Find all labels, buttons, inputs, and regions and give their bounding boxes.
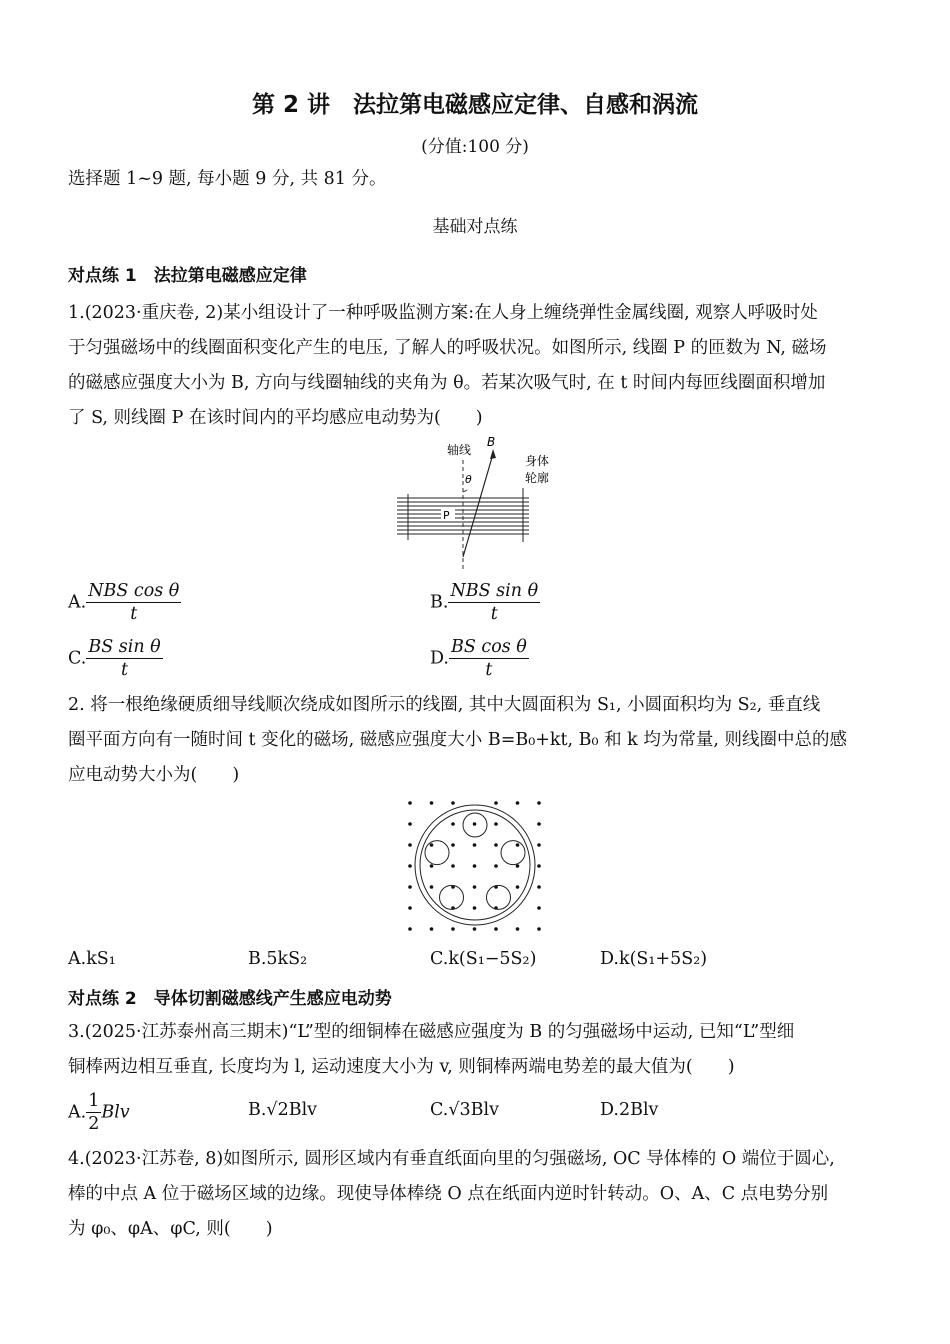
fig2-small-loops — [425, 813, 525, 909]
field-dot — [537, 801, 541, 805]
field-dot — [430, 885, 434, 889]
q1-option-a-den: t — [130, 604, 138, 624]
field-dot — [516, 864, 520, 868]
field-dot — [537, 822, 541, 826]
field-dot — [473, 822, 477, 826]
field-dot — [408, 906, 412, 910]
fig1-b-label: B — [487, 435, 496, 449]
q1-option-d-den: t — [485, 660, 493, 680]
q2-option-d[interactable]: D.k(S₁+5S₂) — [600, 949, 708, 969]
field-dot — [494, 822, 498, 826]
q3-option-c[interactable]: C.√3Blv — [430, 1100, 499, 1120]
score-note: (分值:100 分) — [421, 137, 529, 157]
field-dot — [408, 822, 412, 826]
q2-option-b[interactable]: B.5kS₂ — [248, 949, 308, 969]
fig1-b-arrow — [463, 454, 493, 557]
q3-option-b[interactable]: B.√2Blv — [248, 1100, 318, 1120]
q3-option-d[interactable]: D.2Blv — [600, 1100, 659, 1120]
q1-option-b-den: t — [490, 604, 498, 624]
q1-option-a[interactable] — [68, 580, 181, 625]
q2-line-2: 圈平面方向有一随时间 t 变化的磁场, 磁感应强度大小 B=B₀+kt, B₀ 和 k 均为常量, 则线圈中总的感 — [68, 730, 847, 750]
field-dot — [537, 843, 541, 847]
field-dot — [408, 843, 412, 847]
field-dot — [451, 927, 455, 931]
field-dot — [430, 864, 434, 868]
fig1-axis-label: 轴线 — [447, 443, 472, 457]
fig1-body-label-1: 身体 — [525, 454, 550, 468]
q2-option-a[interactable]: A.kS₁ — [68, 949, 116, 969]
q3-option-a-tail: Blv — [101, 1102, 130, 1123]
field-dot — [408, 864, 412, 868]
q2-line-3: 应电动势大小为( ) — [68, 765, 240, 785]
field-dot — [537, 927, 541, 931]
field-dot — [430, 801, 434, 805]
intro-text: 选择题 1~9 题, 每小题 9 分, 共 81 分。 — [68, 169, 387, 189]
field-dot — [430, 927, 434, 931]
basic-heading: 基础对点练 — [432, 217, 518, 237]
section-2-heading: 对点练 2 导体切割磁感线产生感应电动势 — [68, 989, 392, 1009]
field-dot — [408, 801, 412, 805]
fig1-b-arrowhead — [490, 449, 496, 459]
q4-line-2: 棒的中点 A 位于磁场区域的边缘。现使导体棒绕 O 点在纸面内逆时针转动。O、A、C 点电势分别 — [68, 1184, 829, 1204]
q3-line-1: 3.(2025·江苏泰州高三期末)“L”型的细铜棒在磁感应强度为 B 的匀强磁场中运动, 已知“L”型细 — [68, 1022, 795, 1042]
q1-option-c-num: BS sin θ — [88, 637, 161, 657]
q3-option-a-den: 2 — [88, 1114, 100, 1134]
field-dot — [516, 843, 520, 847]
field-dot — [494, 843, 498, 847]
fig1-p-label: P — [443, 509, 450, 522]
q3-line-2: 铜棒两边相互垂直, 长度均为 l, 运动速度大小为 v, 则铜棒两端电势差的最大值为( ) — [68, 1057, 735, 1077]
field-dot — [537, 906, 541, 910]
field-dot — [451, 843, 455, 847]
field-dot — [494, 864, 498, 868]
field-dot — [516, 801, 520, 805]
q1-line-3: 的磁感应强度大小为 B, 方向与线圈轴线的夹角为 θ。若某次吸气时, 在 t 时间内每匝线圈面积增加 — [68, 373, 826, 393]
q1-line-4: 了 S, 则线圈 P 在该时间内的平均感应电动势为( ) — [68, 408, 483, 428]
fig1-body-label-2: 轮廓 — [525, 471, 550, 485]
q1-option-d[interactable] — [430, 636, 529, 681]
field-dot — [408, 927, 412, 931]
q4-line-1: 4.(2023·江苏卷, 8)如图所示, 圆形区域内有垂直纸面向里的匀强磁场, OC 导体棒的 O 端位于圆心, — [68, 1149, 835, 1169]
field-dot — [451, 822, 455, 826]
field-dot — [430, 843, 434, 847]
field-dot — [473, 843, 477, 847]
fig2-field-dots — [408, 801, 541, 931]
field-dot — [516, 885, 520, 889]
field-dot — [516, 927, 520, 931]
field-dot — [473, 906, 477, 910]
field-dot — [473, 927, 477, 931]
q3-option-a[interactable] — [68, 1090, 130, 1135]
field-dot — [537, 864, 541, 868]
q1-coil-figure — [395, 432, 570, 577]
q1-option-c-label: C. — [68, 648, 87, 669]
q2-option-c[interactable]: C.k(S₁−5S₂) — [430, 949, 537, 969]
field-dot — [537, 885, 541, 889]
q1-option-d-num: BS cos θ — [450, 637, 527, 657]
small-loop — [501, 841, 525, 865]
q1-option-c-den: t — [121, 660, 129, 680]
field-dot — [494, 927, 498, 931]
q1-line-1: 1.(2023·重庆卷, 2)某小组设计了一种呼吸监测方案:在人身上缠绕弹性金属线圈, 观察人呼吸时处 — [68, 303, 818, 323]
q2-coil-figure — [400, 795, 550, 935]
q1-option-a-num: NBS cos θ — [88, 581, 180, 601]
small-loop — [440, 885, 464, 909]
section-1-heading: 对点练 1 法拉第电磁感应定律 — [68, 266, 307, 286]
q1-option-d-label: D. — [430, 648, 449, 669]
q1-option-b-label: B. — [430, 592, 449, 613]
field-dot — [451, 864, 455, 868]
q1-option-a-label: A. — [68, 592, 87, 613]
field-dot — [473, 864, 477, 868]
page-title: 第 2 讲 法拉第电磁感应定律、自感和涡流 — [251, 92, 699, 118]
field-dot — [494, 801, 498, 805]
field-dot — [408, 885, 412, 889]
small-loop — [425, 841, 449, 865]
field-dot — [473, 885, 477, 889]
field-dot — [451, 801, 455, 805]
small-loop — [487, 885, 511, 909]
q1-option-b-num: NBS sin θ — [450, 581, 539, 601]
q1-option-b[interactable] — [430, 580, 540, 625]
q1-line-2: 于匀强磁场中的线圈面积变化产生的电压, 了解人的呼吸状况。如图所示, 线圈 P 的匝数为 N, 磁场 — [68, 338, 827, 358]
q3-option-a-label: A. — [68, 1102, 87, 1123]
q4-line-3: 为 φ₀、φA、φC, 则( ) — [68, 1219, 273, 1239]
q1-option-c[interactable] — [68, 636, 163, 681]
q2-line-1: 2. 将一根绝缘硬质细导线顺次绕成如图所示的线圈, 其中大圆面积为 S₁, 小圆面积均为 S₂, 垂直线 — [68, 695, 821, 715]
fig1-theta-label: θ — [465, 473, 472, 486]
q3-option-a-num: 1 — [88, 1091, 100, 1111]
